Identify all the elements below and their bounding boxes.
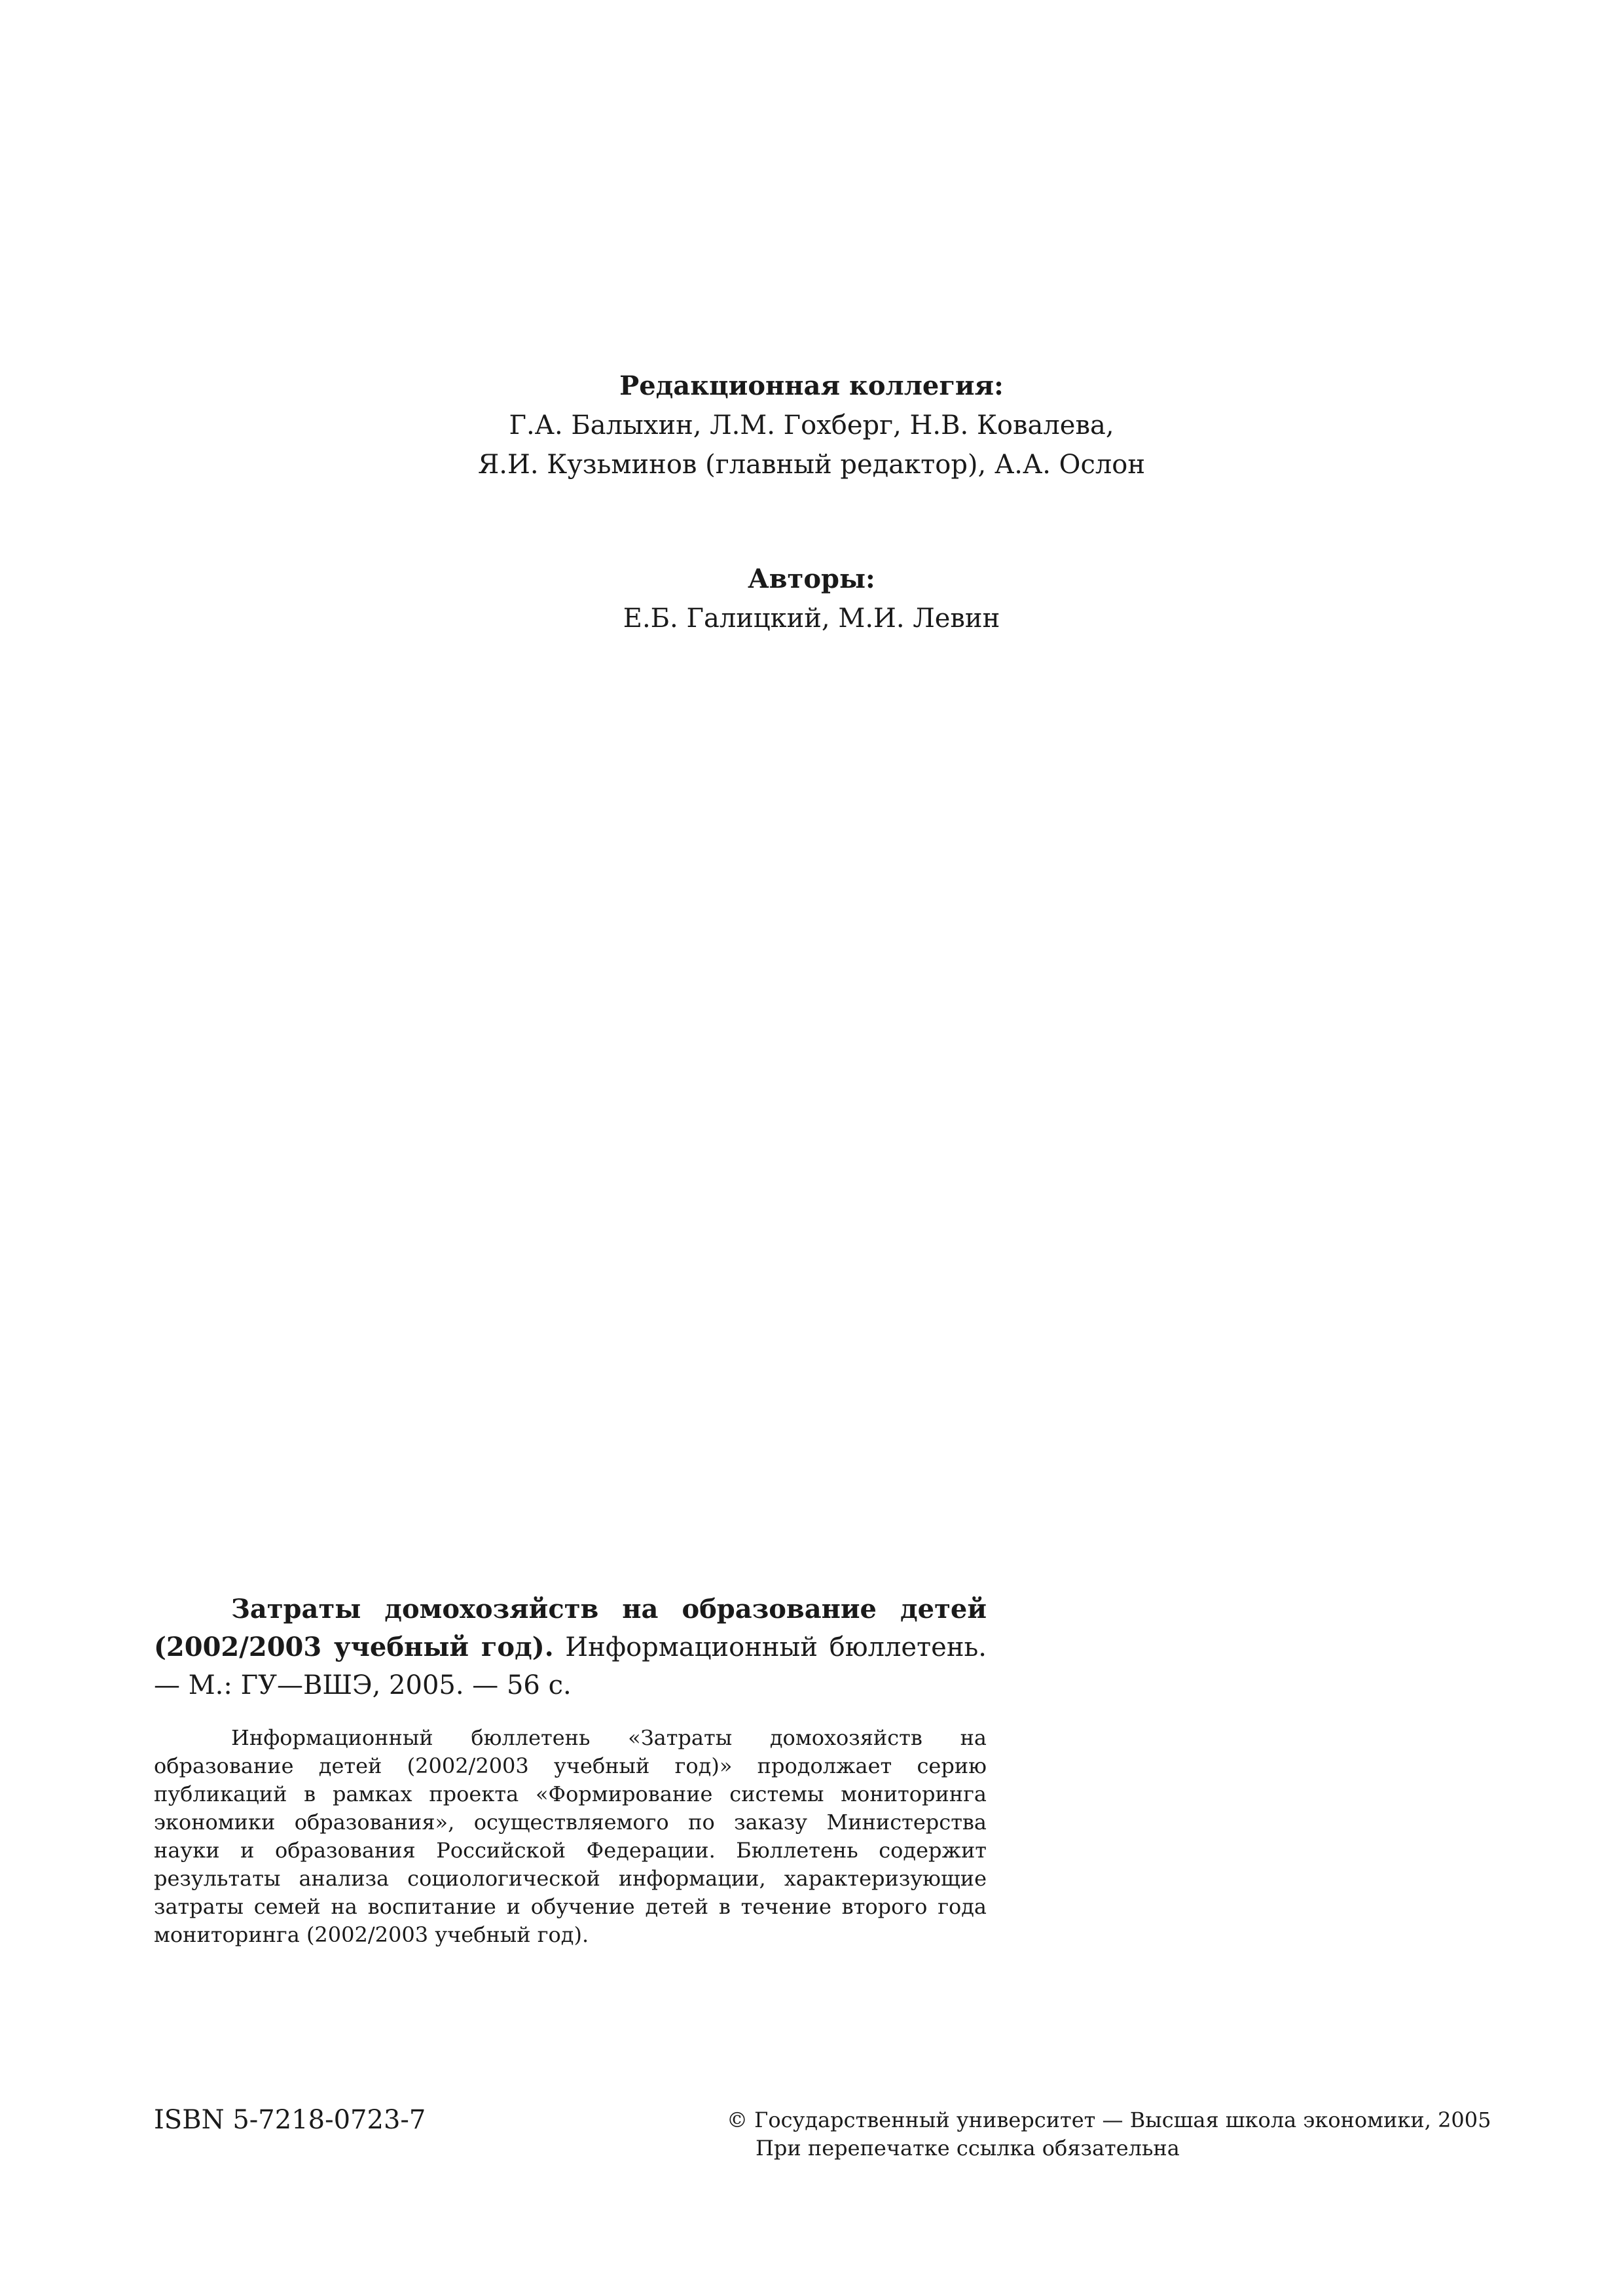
authors-heading: Авторы: (748, 564, 875, 594)
authors-block (0, 560, 1623, 638)
isbn: ISBN 5-7218-0723-7 (154, 2105, 426, 2135)
editorial-board-heading: Редакционная коллегия: (619, 370, 1004, 401)
bibliographic-details: Информационный бюллетень. — М.: ГУ—ВШЭ, 2005. — 56 с. (154, 1632, 987, 1700)
bibliographic-record (154, 1590, 987, 1704)
editorial-board (0, 367, 1623, 484)
copyright-notice (727, 2106, 1491, 2162)
copyright-line-1: © Государственный университет — Высшая школа экономики, 2005 (727, 2108, 1491, 2132)
bibliographic-description (154, 1590, 987, 1949)
editorial-board-line-2: Я.И. Кузьминов (главный редактор), А.А. Ослон (477, 450, 1146, 480)
copyright-line-2: При перепечатке ссылка обязательна (756, 2136, 1180, 2161)
bibliographic-title: Затраты домохозяйств на образование детей (2002/2003 учебный год). (154, 1594, 987, 1662)
annotation-text: Информационный бюллетень «Затраты домохозяйств на образование детей (2002/2003 учебный год)» продолжает серию публикаций в рамках проекта «Формирование системы мониторинга экономики образования», осуществляемого по заказу Министерства науки и образования Российской Федерации. Бюллетень содержит результаты анализа социологической информации, характеризующие затраты семей на воспитание и обучение детей в течение второго года мониторинга (2002/2003 учебный год). (154, 1725, 987, 1947)
editorial-board-line-1: Г.А. Балыхин, Л.М. Гохберг, Н.В. Ковалева, (509, 410, 1114, 440)
authors-names: Е.Б. Галицкий, М.И. Левин (623, 603, 1000, 634)
